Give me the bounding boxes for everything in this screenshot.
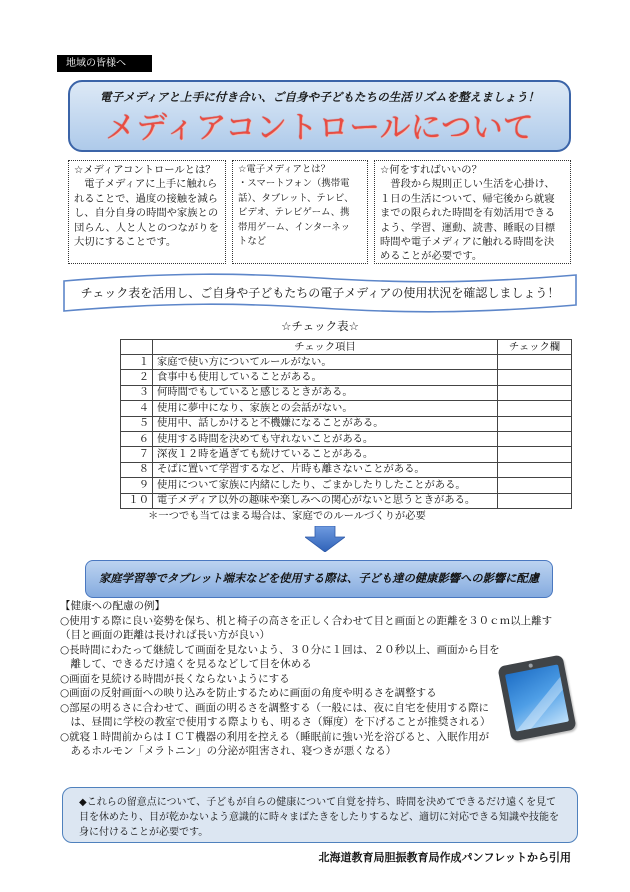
table-row — [121, 493, 572, 508]
check-cell — [498, 431, 572, 446]
check-cell — [498, 401, 572, 416]
check-cell — [498, 462, 572, 477]
table-row — [121, 447, 572, 462]
info-box-line: し、自分自身の時間や家族との — [74, 207, 219, 220]
header-item: チェック項目 — [153, 340, 498, 355]
summary-line: 目を休めたり、目が乾かないよう意識的に時々まばたきをしたりするなど、適切に対応できる知識や技能を — [79, 812, 559, 823]
row-number: ７ — [121, 447, 153, 462]
health-tips — [60, 599, 552, 759]
info-box-heading: ☆電子メディアとは？ — [238, 164, 331, 175]
check-item: 深夜１２時を過ぎても続けていることがある。 — [153, 447, 498, 462]
info-box-line: ・スマートフォン（携帯電 — [238, 178, 350, 190]
check-item: 使用に夢中になり、家族との会話がない。 — [153, 401, 498, 416]
table-row — [121, 370, 572, 385]
check-item: 食事中も使用していることがある。 — [153, 370, 498, 385]
health-line: ○長時間にわたって継続して画面を見ないよう、３０分に１回は、２０秒以上、画面から目を — [60, 643, 500, 656]
info-box-line: トなど — [238, 236, 267, 248]
health-line: あるホルモン「メラトニン」の分泌が阻害され、寝つきが悪くなる） — [60, 745, 397, 758]
row-number: ３ — [121, 385, 153, 400]
table-row — [121, 431, 572, 446]
row-number: ５ — [121, 416, 153, 431]
health-line: は、昼間に学校の教室で使用する際よりも、明るさ（輝度）を下げることが推奨される） — [60, 716, 491, 729]
check-item: 何時間でもしていると感じるときがある。 — [153, 385, 498, 400]
table-row — [121, 355, 572, 370]
health-line: ○画面の反射画面への映り込みを防止するために画面の角度や明るさを調整する — [60, 687, 437, 700]
row-number: ６ — [121, 431, 153, 446]
checklist-table — [120, 339, 572, 509]
info-box-line: れることで、過度の接触を減ら — [74, 192, 218, 205]
check-cell — [498, 447, 572, 462]
header-subtitle: 電子メディアと上手に付き合い、ご自身や子どもたちの生活リズムを整えましょう！ — [99, 90, 540, 104]
notice-box: 家庭学習等でタブレット端末などを使用する際は、子ども達の健康影響への影響に配慮 — [85, 560, 553, 598]
health-line: ○使用する際に良い姿勢を保ち、机と椅子の高さを正しく合わせて目と画面との距離を３０ｃｍ以上離す — [60, 614, 553, 627]
info-box-line: １日の生活について、帰宅後から就寝 — [380, 192, 555, 205]
row-number: １０ — [121, 493, 153, 508]
info-box-line: よう、学習、運動、読書、睡眠の目標 — [380, 221, 556, 234]
header-check: チェック欄 — [498, 340, 572, 355]
info-box-line: 普段から規則正しい生活を心掛け、 — [380, 178, 555, 191]
table-row — [121, 478, 572, 493]
table-row — [121, 401, 572, 416]
info-box-line: 話）、タブレット、テレビ、 — [238, 192, 354, 204]
health-heading: 【健康への配慮の例】 — [60, 600, 165, 612]
check-item: 使用する時間を決めても守れないことがある。 — [153, 431, 498, 446]
table-header-row — [121, 340, 572, 355]
table-row — [121, 462, 572, 477]
check-cell — [498, 478, 572, 493]
check-cell — [498, 370, 572, 385]
summary-line: 身に付けることが必要です。 — [79, 827, 209, 838]
info-box-line: ビデオ、テレビゲーム、携 — [238, 207, 350, 219]
info-box-heading: ☆メディアコントロールとは？ — [74, 164, 216, 176]
check-item: 電子メディア以外の趣味や楽しみへの関心がないと思うときがある。 — [153, 493, 498, 508]
check-item: 家庭で使い方についてルールがない。 — [153, 355, 498, 370]
check-item: 使用中、話しかけると不機嫌になることがある。 — [153, 416, 498, 431]
header-box — [68, 80, 571, 152]
info-box-media-control — [68, 160, 226, 264]
health-line: ○部屋の明るさに合わせて、画面の明るさを調整する（一般には、夜に自宅を使用する際に — [60, 701, 489, 714]
header-number — [121, 340, 153, 355]
checklist-note: ＊一つでも当てはまる場合は、家庭でのルールづくりが必要 — [148, 510, 426, 522]
check-cell — [498, 416, 572, 431]
health-line: 離して、できるだけ遠くを見るなどして目を休める — [60, 658, 312, 671]
tablet-screen — [505, 664, 569, 731]
page-title: メディアコントロールについて — [105, 110, 534, 146]
row-number: ２ — [121, 370, 153, 385]
check-cell — [498, 385, 572, 400]
info-box-line: までの限られた時間を有効活用できる — [380, 207, 556, 220]
check-item: そばに置いて学習するなど、片時も離さないことがある。 — [153, 462, 498, 477]
greeting-label: 地域の皆様へ — [57, 55, 152, 72]
table-row — [121, 385, 572, 400]
check-cell — [498, 355, 572, 370]
check-cell — [498, 493, 572, 508]
health-line: （目と画面の距離は長ければ長い方が良い） — [60, 629, 270, 642]
row-number: ４ — [121, 401, 153, 416]
check-item: 使用について家族に内緒にしたり、ごまかしたりしたことがある。 — [153, 478, 498, 493]
tablet-illustration — [497, 654, 576, 741]
summary-box — [62, 787, 578, 843]
row-number: ９ — [121, 478, 153, 493]
health-line: ○画面を見続ける時間が長くならないようにする — [60, 672, 290, 685]
table-row — [121, 416, 572, 431]
row-number: ８ — [121, 462, 153, 477]
info-box-line: めることが必要です。 — [380, 250, 483, 263]
summary-line: ◆これらの留意点について、子どもが自らの健康について自覚を持ち、時間を決めてできるだけ遠くを見て — [79, 797, 557, 808]
info-box-what-to-do — [374, 160, 571, 264]
info-box-line: 団らん、人と人とのつながりを — [74, 221, 219, 234]
tablet-camera — [528, 663, 533, 668]
banner-text: チェック表を活用し、ご自身や子どもたちの電子メディアの使用状況を確認しましょう！ — [80, 286, 560, 300]
info-box-line: 電子メディアに上手に触れら — [74, 178, 218, 191]
health-line: ○就寝１時間前からはＩＣＴ機器の利用を控える（睡眠前に強い光を浴びると、入眠作用が — [60, 730, 490, 743]
info-box-electronic-media — [232, 160, 368, 264]
row-number: １ — [121, 355, 153, 370]
down-arrow-icon — [305, 526, 345, 552]
info-box-heading: ☆何をすればいいの？ — [380, 164, 482, 176]
checklist-title: ☆チェック表☆ — [281, 319, 359, 333]
source-citation: 北海道教育局胆振教育局作成パンフレットから引用 — [318, 851, 571, 864]
info-box-line: 帯用ゲーム、インターネッ — [238, 221, 350, 233]
info-box-line: 大切にすることです。 — [74, 236, 177, 249]
info-box-line: 時間や電子メディアに触れる時間を決 — [380, 236, 555, 249]
